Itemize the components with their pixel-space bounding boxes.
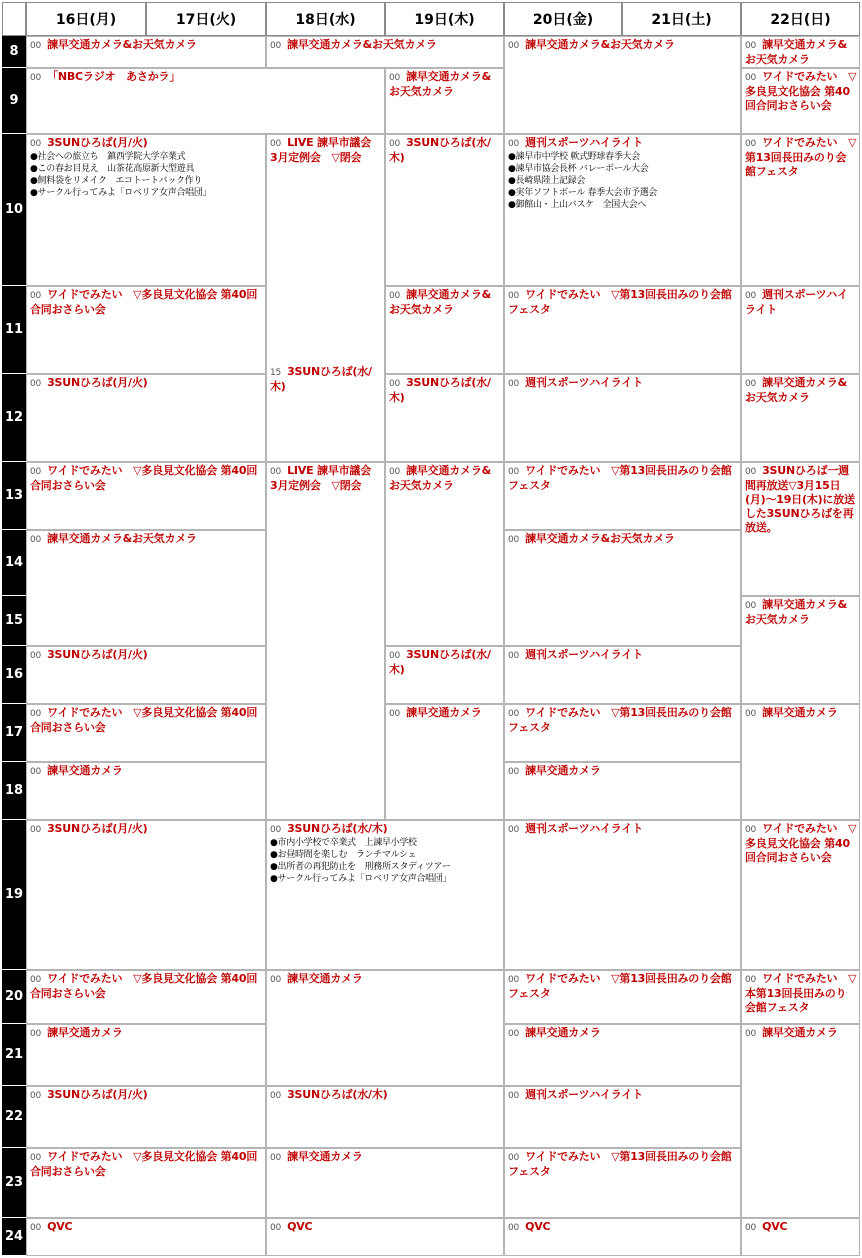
program-cell[interactable] — [385, 134, 504, 286]
program-minute: 00 — [508, 651, 520, 661]
program-title — [30, 376, 263, 391]
program-title-text: 諫早交通カメラ&お天気カメラ — [287, 38, 437, 51]
program-cell[interactable] — [741, 1218, 860, 1256]
program-cell[interactable] — [266, 134, 385, 462]
program-minute: 00 — [270, 1091, 282, 1101]
program-title — [508, 136, 738, 151]
hour-label: 18 — [2, 762, 26, 820]
program-title-text: 諫早交通カメラ&お天気カメラ — [525, 532, 675, 545]
program-title-text: ワイドでみたい ▽第13回長田みのり会館フェスタ — [508, 1150, 732, 1178]
program-cell[interactable] — [741, 374, 860, 462]
program-title-text: 3SUNひろば(水/木) — [389, 648, 491, 676]
hour-label: 12 — [2, 374, 26, 462]
program-minute: 00 — [30, 1029, 42, 1039]
program-title — [270, 1088, 501, 1103]
program-cell[interactable] — [26, 68, 385, 134]
program-title-text: LIVE 諫早市議会 3月定例会 ▽閉会 — [270, 136, 372, 164]
program-title-text: 諫早交通カメラ — [287, 972, 363, 985]
program-title-text: QVC — [287, 1220, 313, 1233]
program-title-text: 3SUNひろば一週間再放送▽3月15日(月)～19日(木)に放送した3SUNひろばを再放送。 — [745, 464, 855, 534]
program-cell[interactable] — [504, 1218, 741, 1256]
program-minute: 15 — [270, 368, 282, 378]
program-cell[interactable] — [504, 1024, 741, 1086]
program-minute: 00 — [389, 379, 401, 389]
program-minute: 00 — [745, 291, 757, 301]
program-title — [745, 972, 857, 1015]
program-cell[interactable] — [504, 970, 741, 1024]
program-minute: 00 — [30, 139, 42, 149]
program-cell[interactable] — [504, 374, 741, 462]
program-title — [30, 1150, 263, 1179]
program-title — [745, 376, 857, 405]
day-header: 22日(日) — [741, 2, 860, 36]
program-minute: 00 — [508, 1091, 520, 1101]
program-title — [508, 1026, 738, 1041]
program-title — [30, 1220, 263, 1235]
program-title — [508, 972, 738, 1001]
program-detail-item: ●出所者の再犯防止を 刑務所スタディツアー — [270, 862, 451, 872]
program-title — [30, 648, 263, 663]
program-title-text: 3SUNひろば(水/木) — [287, 1088, 388, 1101]
program-title — [508, 1150, 738, 1179]
program-minute: 00 — [389, 73, 401, 83]
program-minute: 00 — [745, 139, 757, 149]
program-title-text: 諫早交通カメラ&お天気カメラ — [745, 376, 848, 404]
program-minute: 00 — [508, 709, 520, 719]
program-cell[interactable] — [266, 36, 504, 68]
program-title-text: 諫早交通カメラ — [47, 1026, 123, 1039]
hour-label: 11 — [2, 286, 26, 374]
program-cell[interactable] — [266, 1218, 504, 1256]
program-cell[interactable] — [741, 820, 860, 970]
program-title-text: 諫早交通カメラ&お天気カメラ — [745, 598, 848, 626]
day-header: 18日(水) — [266, 2, 385, 36]
program-title — [270, 1150, 501, 1165]
program-title-text: 諫早交通カメラ — [525, 1026, 601, 1039]
program-minute: 00 — [389, 139, 401, 149]
program-minute: 00 — [508, 379, 520, 389]
program-minute: 00 — [270, 1153, 282, 1163]
hour-label: 24 — [2, 1218, 26, 1256]
hour-label: 17 — [2, 704, 26, 762]
hour-label: 10 — [2, 134, 26, 286]
program-title — [508, 532, 738, 547]
program-title — [745, 706, 857, 721]
program-minute: 00 — [30, 1091, 42, 1101]
program-title — [270, 136, 382, 165]
program-cell[interactable] — [26, 704, 266, 762]
program-cell[interactable] — [385, 462, 504, 646]
program-title — [508, 38, 738, 53]
cell-spacer — [270, 165, 382, 365]
program-cell[interactable] — [266, 970, 504, 1086]
program-cell[interactable] — [26, 286, 266, 374]
program-title — [30, 822, 263, 837]
program-minute: 00 — [745, 709, 757, 719]
program-title — [389, 288, 501, 317]
program-cell[interactable] — [504, 704, 741, 762]
program-cell[interactable] — [266, 1086, 504, 1148]
hour-label: 21 — [2, 1024, 26, 1086]
hour-label: 23 — [2, 1148, 26, 1218]
hour-label: 13 — [2, 462, 26, 530]
program-title-text: QVC — [525, 1220, 551, 1233]
program-title-text: 諫早交通カメラ — [406, 706, 482, 719]
program-title — [745, 822, 857, 865]
hour-label: 16 — [2, 646, 26, 704]
program-title — [745, 288, 857, 317]
program-minute: 00 — [389, 291, 401, 301]
day-header: 19日(木) — [385, 2, 504, 36]
program-title — [508, 648, 738, 663]
program-title — [745, 38, 857, 67]
program-cell[interactable] — [26, 462, 266, 530]
program-title — [745, 70, 857, 113]
program-title-text: 諫早交通カメラ — [762, 706, 838, 719]
program-minute: 00 — [745, 41, 757, 51]
program-minute: 00 — [508, 467, 520, 477]
program-minute: 00 — [745, 601, 757, 611]
program-title — [270, 365, 382, 394]
program-minute: 00 — [508, 535, 520, 545]
program-title — [30, 1088, 263, 1103]
program-cell[interactable] — [504, 530, 741, 646]
program-cell[interactable] — [504, 462, 741, 530]
program-title-text: 諫早交通カメラ&お天気カメラ — [47, 38, 197, 51]
program-title-text: 3SUNひろば(水/木) — [270, 365, 372, 393]
program-cell[interactable] — [741, 68, 860, 134]
day-header: 16日(月) — [26, 2, 146, 36]
program-minute: 00 — [30, 467, 42, 477]
program-detail-item: ●長崎県陸上記録会 — [508, 176, 586, 186]
program-cell[interactable] — [26, 134, 266, 286]
hour-label: 14 — [2, 530, 26, 596]
program-title-text: ワイドでみたい ▽第13回長田みのり会館フェスタ — [745, 136, 857, 178]
hour-label: 20 — [2, 970, 26, 1024]
program-minute: 00 — [745, 975, 757, 985]
program-title-text: 週刊スポーツハイライト — [525, 822, 643, 835]
program-minute: 00 — [508, 291, 520, 301]
program-cell[interactable] — [741, 1024, 860, 1218]
program-cell[interactable] — [26, 530, 266, 646]
program-detail-item: ●飼料袋をリメイク エコトートバック作り — [30, 176, 203, 186]
program-title — [508, 764, 738, 779]
program-title-text: 3SUNひろば(月/火) — [47, 822, 148, 835]
program-cell[interactable] — [504, 36, 741, 134]
program-title-text: 3SUNひろば(月/火) — [47, 376, 148, 389]
program-title — [30, 464, 263, 493]
program-cell[interactable] — [504, 134, 741, 286]
program-title-text: 週刊スポーツハイライト — [525, 376, 643, 389]
program-title-text: 諫早交通カメラ&お天気カメラ — [47, 532, 197, 545]
program-minute: 00 — [508, 1223, 520, 1233]
program-title — [270, 464, 382, 493]
hour-label: 22 — [2, 1086, 26, 1148]
program-minute: 00 — [508, 975, 520, 985]
program-minute: 00 — [745, 379, 757, 389]
program-minute: 00 — [508, 1153, 520, 1163]
program-cell[interactable] — [266, 462, 385, 820]
program-minute: 00 — [270, 139, 282, 149]
program-minute: 00 — [270, 467, 282, 477]
program-cell[interactable] — [741, 134, 860, 286]
program-title-text: ワイドでみたい ▽多良見文化協会 第40回合同おさらい会 — [745, 70, 857, 112]
program-title-text: 諫早交通カメラ&お天気カメラ — [389, 464, 492, 492]
program-minute: 00 — [30, 651, 42, 661]
program-title-text: ワイドでみたい ▽第13回長田みのり会館フェスタ — [508, 288, 732, 316]
program-title-text: ワイドでみたい ▽多良見文化協会 第40回合同おさらい会 — [30, 972, 258, 1000]
program-minute: 00 — [745, 1223, 757, 1233]
program-minute: 00 — [30, 767, 42, 777]
program-title — [389, 136, 501, 165]
program-cell[interactable] — [504, 286, 741, 374]
program-minute: 00 — [508, 825, 520, 835]
program-title-text: ワイドでみたい ▽第13回長田みのり会館フェスタ — [508, 464, 732, 492]
program-minute: 00 — [389, 467, 401, 477]
program-minute: 00 — [508, 767, 520, 777]
program-minute: 00 — [30, 1153, 42, 1163]
program-cell[interactable] — [504, 1086, 741, 1148]
program-title — [508, 706, 738, 735]
program-title-text: 3SUNひろば(月/火) — [47, 648, 148, 661]
program-title-text: 週刊スポーツハイライト — [525, 1088, 643, 1101]
program-title-text: 諫早交通カメラ — [47, 764, 123, 777]
program-cell[interactable] — [26, 820, 266, 970]
program-title — [745, 136, 857, 179]
program-detail-item: ●実年ソフトボール 春季大会市予選会 — [508, 188, 658, 198]
program-detail-item: ●社会への旅立ち 鎮西学院大学卒業式 — [30, 152, 186, 162]
day-header: 17日(火) — [146, 2, 266, 36]
program-title — [745, 464, 857, 535]
program-cell[interactable] — [266, 1148, 504, 1218]
program-title — [270, 38, 501, 53]
program-title — [745, 598, 857, 627]
program-title-text: 3SUNひろば(水/木) — [389, 376, 491, 404]
program-minute: 00 — [30, 709, 42, 719]
program-title — [389, 464, 501, 493]
program-minute: 00 — [745, 73, 757, 83]
program-title-text: 諫早交通カメラ — [762, 1026, 838, 1039]
program-title-text: 諫早交通カメラ&お天気カメラ — [389, 70, 492, 98]
program-cell[interactable] — [385, 374, 504, 462]
program-cell[interactable] — [741, 704, 860, 820]
program-detail-item: ●諫早市中学校 軟式野球春季大会 — [508, 152, 640, 162]
program-cell[interactable] — [741, 36, 860, 68]
program-cell[interactable] — [504, 820, 741, 970]
program-title-text: 諫早交通カメラ — [287, 1150, 363, 1163]
hour-label: 8 — [2, 36, 26, 68]
program-cell[interactable] — [504, 1148, 741, 1218]
day-header: 21日(土) — [622, 2, 741, 36]
program-detail-item: ●諫早市協会長杯 バレーボール大会 — [508, 164, 649, 174]
program-cell[interactable] — [26, 1086, 266, 1148]
program-minute: 00 — [270, 41, 282, 51]
program-title — [745, 1220, 857, 1235]
program-title-text: 週刊スポーツハイライト — [525, 648, 643, 661]
program-title — [30, 1026, 263, 1041]
program-title — [270, 1220, 501, 1235]
program-title-text: 諫早交通カメラ&お天気カメラ — [745, 38, 848, 66]
program-detail-item: ●サークル行ってみよ「ロベリア女声合唱団」 — [270, 874, 452, 884]
program-title — [508, 1088, 738, 1103]
program-title — [508, 1220, 738, 1235]
program-minute: 00 — [508, 139, 520, 149]
program-title-text: ワイドでみたい ▽本第13回長田みのり会館フェスタ — [745, 972, 857, 1014]
program-cell[interactable] — [26, 646, 266, 704]
program-cell[interactable] — [26, 762, 266, 820]
program-title — [30, 288, 263, 317]
program-title — [270, 972, 501, 987]
program-detail-item: ●お昼時間を楽しむ ランチマルシェ — [270, 850, 417, 860]
program-minute: 00 — [30, 41, 42, 51]
program-minute: 00 — [745, 467, 757, 477]
program-title — [30, 70, 382, 85]
program-minute: 00 — [30, 825, 42, 835]
program-cell[interactable] — [26, 970, 266, 1024]
program-title-text: LIVE 諫早市議会 3月定例会 ▽閉会 — [270, 464, 372, 492]
program-minute: 00 — [30, 535, 42, 545]
program-title-text: ワイドでみたい ▽多良見文化協会 第40回合同おさらい会 — [745, 822, 857, 864]
program-title-text: 3SUNひろば(月/火) — [47, 1088, 148, 1101]
program-minute: 00 — [30, 975, 42, 985]
program-title — [30, 764, 263, 779]
program-title — [30, 972, 263, 1001]
program-minute: 00 — [745, 1029, 757, 1039]
program-minute: 00 — [30, 73, 42, 83]
program-detail-item: ●この春お目見え 山茶花高原新大型遊具 — [30, 164, 195, 174]
program-title — [508, 822, 738, 837]
program-title — [389, 648, 501, 677]
program-minute: 00 — [30, 1223, 42, 1233]
program-title-text: QVC — [47, 1220, 73, 1233]
program-title — [30, 706, 263, 735]
program-detail-item: ●市内小学校で卒業式 上諫早小学校 — [270, 838, 417, 848]
program-detail-item: ●御館山・上山バスケ 全国大会へ — [508, 200, 647, 210]
program-title-text: ワイドでみたい ▽多良見文化協会 第40回合同おさらい会 — [30, 288, 258, 316]
program-title — [389, 70, 501, 99]
program-minute: 00 — [30, 379, 42, 389]
program-minute: 00 — [508, 1029, 520, 1039]
program-title-text: 諫早交通カメラ&お天気カメラ — [389, 288, 492, 316]
program-title-text: 週刊スポーツハイライト — [525, 136, 643, 149]
program-title-text: 3SUNひろば(月/火) — [47, 136, 148, 149]
program-cell[interactable] — [741, 462, 860, 596]
program-title-text: 諫早交通カメラ — [525, 764, 601, 777]
program-cell[interactable] — [385, 646, 504, 704]
program-minute: 00 — [270, 825, 282, 835]
program-title — [30, 38, 263, 53]
program-cell[interactable] — [741, 286, 860, 374]
program-minute: 00 — [270, 975, 282, 985]
program-cell[interactable] — [741, 596, 860, 704]
program-title-text: ワイドでみたい ▽多良見文化協会 第40回合同おさらい会 — [30, 1150, 258, 1178]
program-cell[interactable] — [26, 1148, 266, 1218]
program-cell[interactable] — [385, 704, 504, 820]
program-title-text: 「NBCラジオ あさかラ」 — [47, 70, 181, 83]
program-title-text: 週刊スポーツハイライト — [745, 288, 848, 316]
program-title-text: QVC — [762, 1220, 788, 1233]
program-cell[interactable] — [504, 762, 741, 820]
day-header: 20日(金) — [504, 2, 622, 36]
program-title-text: 3SUNひろば(水/木) — [287, 822, 388, 835]
program-minute: 00 — [745, 825, 757, 835]
program-title-text: 諫早交通カメラ&お天気カメラ — [525, 38, 675, 51]
program-cell[interactable] — [504, 646, 741, 704]
hour-label: 9 — [2, 68, 26, 134]
program-cell[interactable] — [26, 36, 266, 68]
program-cell[interactable] — [26, 374, 266, 462]
program-title — [389, 706, 501, 721]
program-title-text: ワイドでみたい ▽多良見文化協会 第40回合同おさらい会 — [30, 706, 258, 734]
program-title — [745, 1026, 857, 1041]
program-title — [30, 136, 263, 151]
program-minute: 00 — [508, 41, 520, 51]
program-title-text: ワイドでみたい ▽第13回長田みのり会館フェスタ — [508, 972, 732, 1000]
program-cell[interactable] — [26, 1024, 266, 1086]
program-title — [508, 464, 738, 493]
program-minute: 00 — [270, 1223, 282, 1233]
program-cell[interactable] — [266, 820, 504, 970]
program-minute: 00 — [389, 709, 401, 719]
program-minute: 00 — [389, 651, 401, 661]
program-title — [270, 822, 501, 837]
program-title — [508, 376, 738, 391]
header-corner — [2, 2, 26, 36]
hour-label: 19 — [2, 820, 26, 970]
program-title-text: ワイドでみたい ▽第13回長田みのり会館フェスタ — [508, 706, 732, 734]
hour-label: 15 — [2, 596, 26, 646]
program-cell[interactable] — [385, 286, 504, 374]
program-cell[interactable] — [26, 1218, 266, 1256]
program-title-text: 3SUNひろば(水/木) — [389, 136, 491, 164]
program-detail-item: ●サークル行ってみよ「ロベリア女声合唱団」 — [30, 188, 212, 198]
program-cell[interactable] — [385, 68, 504, 134]
program-title — [508, 288, 738, 317]
program-title — [389, 376, 501, 405]
program-title — [30, 532, 263, 547]
program-cell[interactable] — [741, 970, 860, 1024]
program-minute: 00 — [30, 291, 42, 301]
program-title-text: ワイドでみたい ▽多良見文化協会 第40回合同おさらい会 — [30, 464, 258, 492]
